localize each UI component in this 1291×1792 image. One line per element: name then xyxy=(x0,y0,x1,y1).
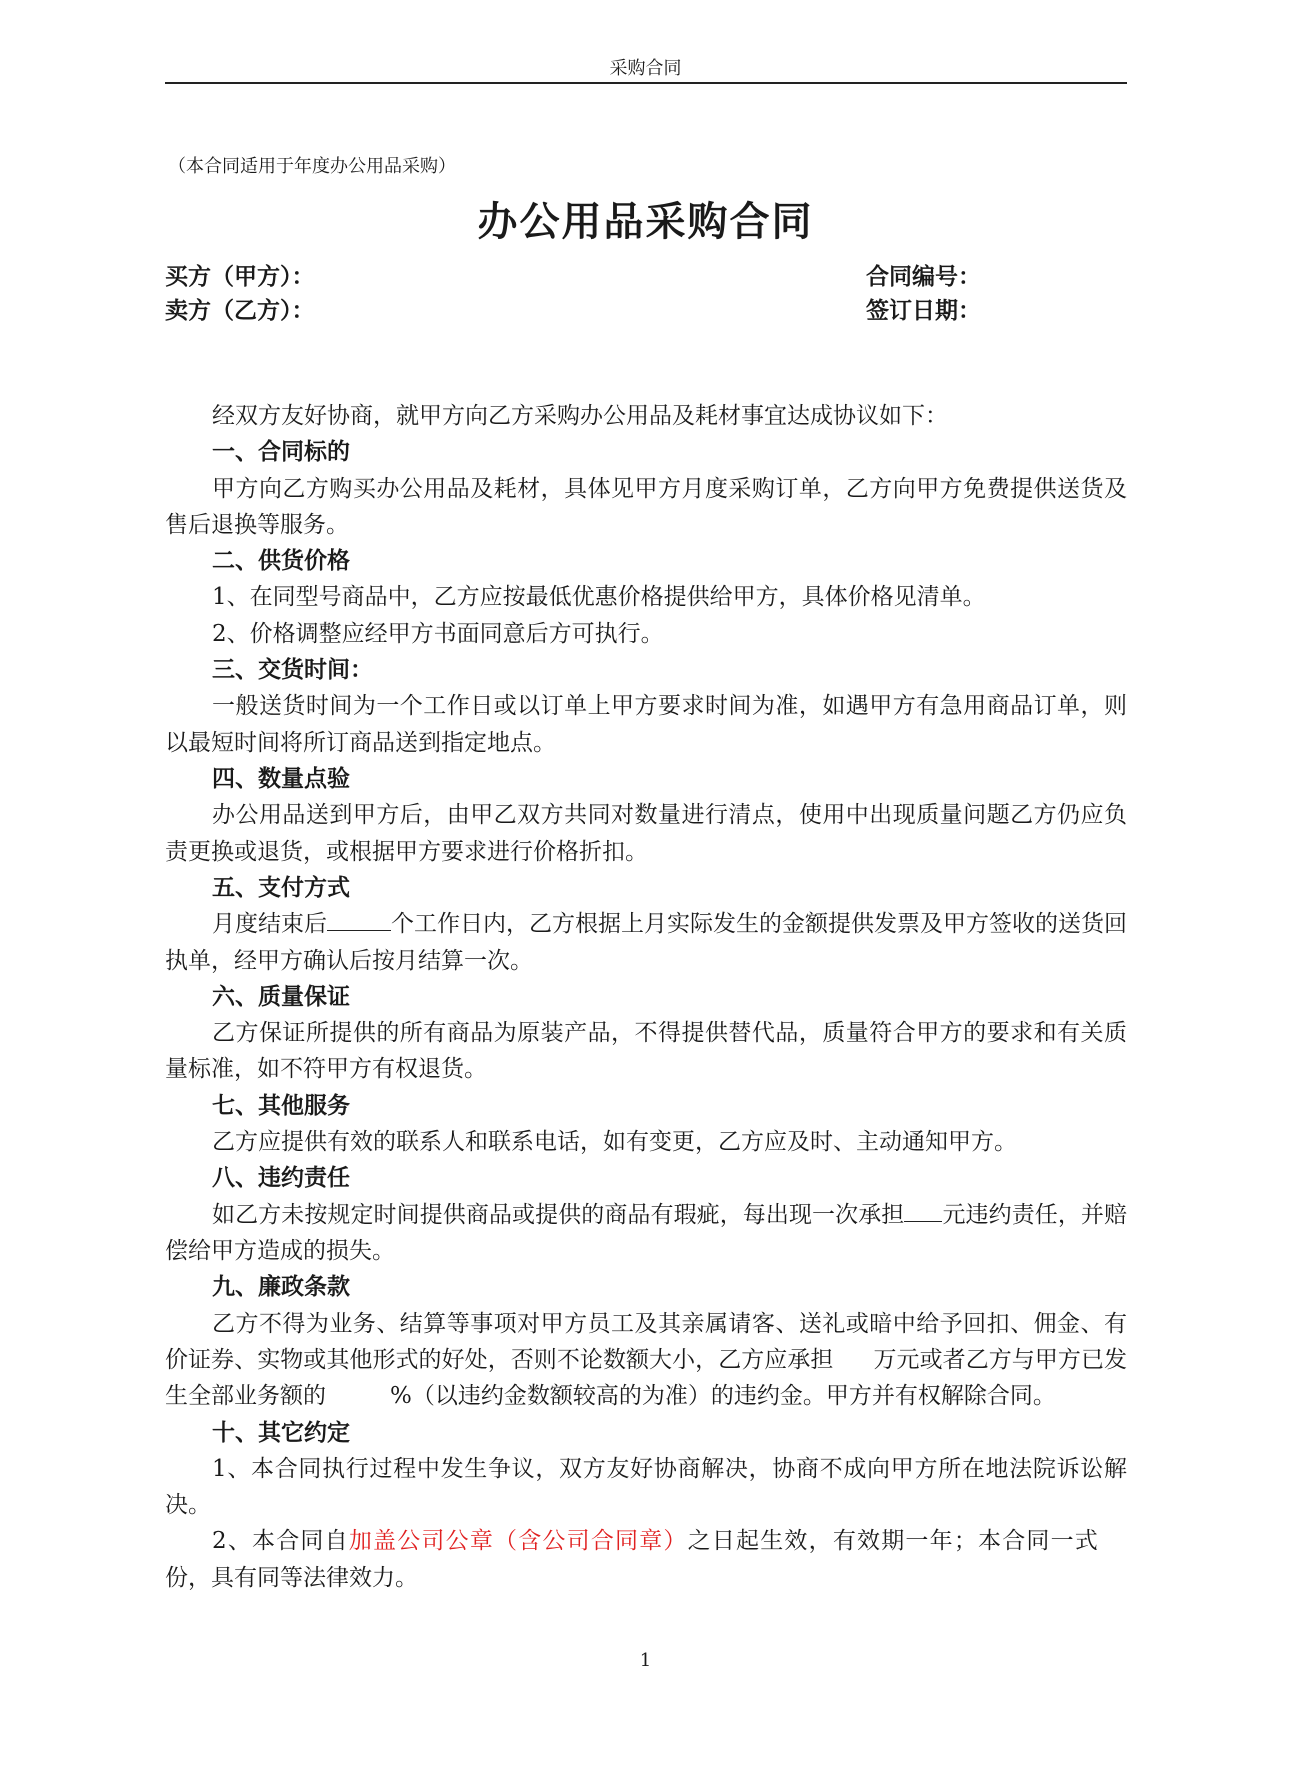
section-body-6: 乙方保证所提供的所有商品为原装产品，不得提供替代品，质量符合甲方的要求和有关质量标准，如不符甲方有权退货。 xyxy=(165,1020,1127,1083)
section-heading-4: 四、数量点验 xyxy=(212,764,350,792)
page-number: 1 xyxy=(639,1650,652,1671)
section-heading-3: 三、交货时间： xyxy=(212,656,373,684)
section-body-3: 一般送货时间为一个工作日或以订单上甲方要求时间为准，如遇甲方有急用商品订单，则以最短时间将所订商品送到指定地点。 xyxy=(165,693,1127,756)
section-body-9 xyxy=(165,1306,1127,1415)
section-9-text-a: 乙方不得为业务、结算等事项对甲方员工及其亲属请客、送礼或暗中给予回扣、佣金、有价证券、实物或其他形式的好处，否则不论数额大小，乙方应承担 xyxy=(165,1310,1127,1373)
section-10-item-2 xyxy=(165,1523,1127,1596)
header-rule xyxy=(165,82,1127,84)
section-10-text-c: 份，具有同等法律效力。 xyxy=(165,1564,418,1591)
section-heading-7: 七、其他服务 xyxy=(212,1091,350,1119)
contract-number-label: 合同编号： xyxy=(866,263,981,290)
section-heading-2: 二、供货价格 xyxy=(212,547,350,575)
section-9-text-b: 万元或者乙方与甲方已发生全部业务额的 xyxy=(165,1347,1128,1410)
section-5-text-a: 月度结束后 xyxy=(212,911,327,938)
section-10-item-1: 1、本合同执行过程中发生争议，双方友好协商解决，协商不成向甲方所在地法院诉讼解决。 xyxy=(165,1455,1127,1519)
section-body-5 xyxy=(165,906,1127,979)
penalty-amount-blank xyxy=(904,1197,942,1222)
payment-days-blank xyxy=(327,906,391,931)
section-heading-6: 六、质量保证 xyxy=(212,982,350,1010)
seller-label: 卖方（乙方）： xyxy=(165,297,315,324)
section-5-text-b: 个工作日内，乙方根据上月实际发生的金额提供发票及甲方签收的送货回执单，经甲方确认后按月结算一次。 xyxy=(165,911,1127,974)
section-10-text-b: 之日起生效，有效期一年；本合同一式 xyxy=(687,1528,1100,1555)
section-body-8 xyxy=(165,1197,1127,1270)
section-body-1: 甲方向乙方购买办公用品及耗材，具体见甲方月度采购订单，乙方向甲方免费提供送货及售后退换等服务。 xyxy=(165,475,1127,538)
section-8-text-a: 如乙方未按规定时间提供商品或提供的商品有瑕疵，每出现一次承担 xyxy=(212,1201,905,1228)
company-seal-highlight: 加盖公司公章（含公司合同章） xyxy=(348,1528,688,1555)
running-header: 采购合同 xyxy=(609,58,682,79)
section-heading-8: 八、违约责任 xyxy=(212,1164,350,1192)
contract-body xyxy=(165,398,1127,1596)
section-body-7: 乙方应提供有效的联系人和联系电话，如有变更，乙方应及时、主动通知甲方。 xyxy=(212,1129,1017,1156)
document-title: 办公用品采购合同 xyxy=(477,198,814,245)
sign-date-label: 签订日期： xyxy=(866,297,981,324)
section-2-item-2: 2、价格调整应经甲方书面同意后方可执行。 xyxy=(212,620,664,647)
section-heading-1: 一、合同标的 xyxy=(212,438,350,466)
buyer-label: 买方（甲方）： xyxy=(165,263,315,290)
section-body-4: 办公用品送到甲方后，由甲乙双方共同对数量进行清点，使用中出现质量问题乙方仍应负责更换或退货，或根据甲方要求进行价格折扣。 xyxy=(165,802,1127,865)
section-heading-5: 五、支付方式 xyxy=(212,873,350,901)
section-2-item-1: 1、在同型号商品中，乙方应按最低优惠价格提供给甲方，具体价格见清单。 xyxy=(212,584,986,611)
intro-paragraph: 经双方友好协商，就甲方向乙方采购办公用品及耗材事宜达成协议如下： xyxy=(212,403,948,429)
section-heading-10: 十、其它约定 xyxy=(212,1418,350,1446)
section-9-text-c: %（以违约金数额较高的为准）的违约金。甲方并有权解除合同。 xyxy=(390,1383,1056,1410)
applicability-note: （本合同适用于年度办公用品采购） xyxy=(168,156,456,177)
section-10-text-a: 2、本合同自 xyxy=(212,1528,349,1555)
section-8-text-b: 元违约责任，并赔偿给甲方造成的损失。 xyxy=(165,1201,1128,1265)
section-heading-9: 九、廉政条款 xyxy=(212,1273,350,1301)
